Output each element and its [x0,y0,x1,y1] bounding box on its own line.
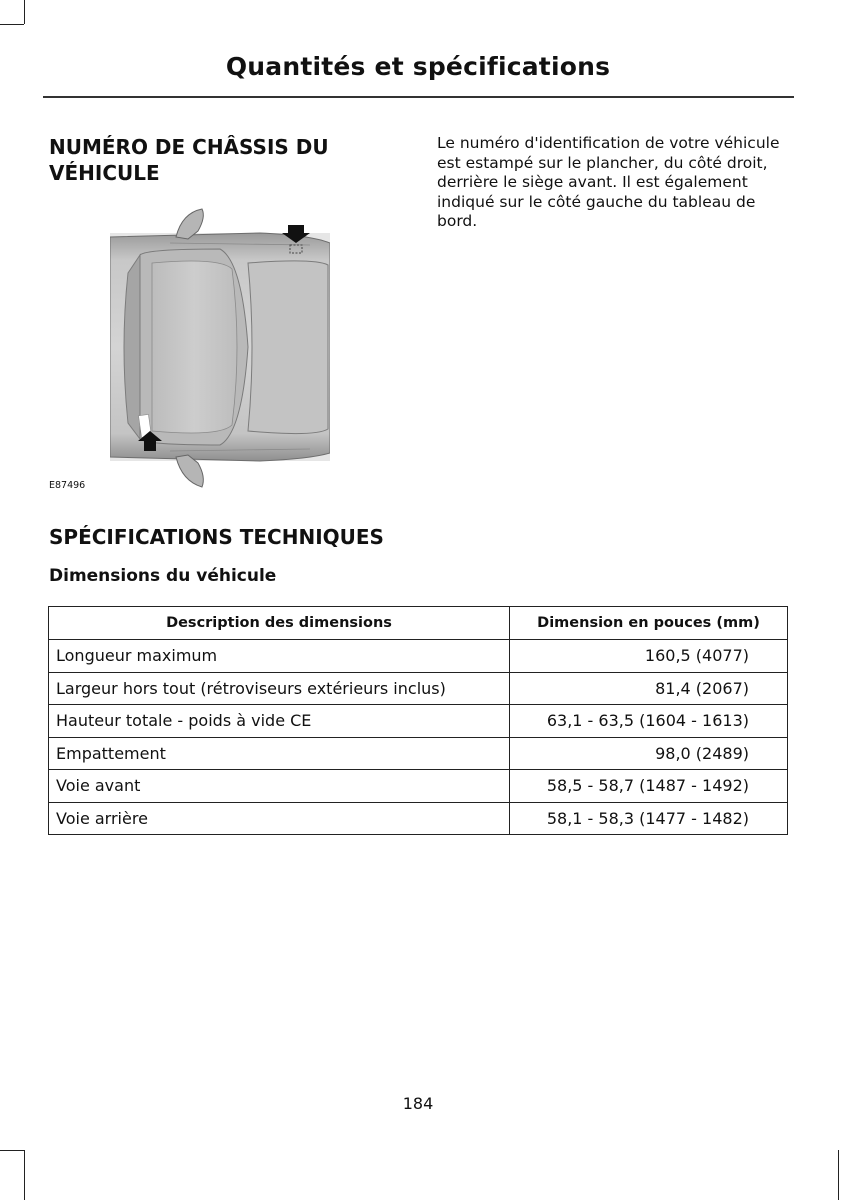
table-row [49,737,788,770]
table-cell-value: 81,4 (2067) [510,672,788,705]
table-cell-value: 63,1 - 63,5 (1604 - 1613) [510,705,788,738]
vin-description: Le numéro d'identification de votre véhicule est estampé sur le plancher, du côté droit, derrière le siège avant. Il est également indiqué sur le côté gauche du tableau de bord. [437,134,780,230]
crop-mark-top-left-vertical [24,0,25,24]
crop-mark-bottom-left-vertical [24,1150,25,1200]
table-cell-description: Empattement [49,737,510,770]
table-row [49,640,788,673]
vin-heading-line-2: VÉHICULE [49,161,160,185]
table-cell-value: 58,5 - 58,7 (1487 - 1492) [510,770,788,803]
table-cell-description: Voie arrière [49,802,510,835]
table-cell-description: Voie avant [49,770,510,803]
crop-mark-top-left-horizontal [0,24,24,25]
page-header-title: Quantités et spécifications [225,52,611,81]
vehicle-dimensions-subheading: Dimensions du véhicule [49,566,277,586]
crop-mark-bottom-left-horizontal [0,1150,24,1151]
vin-heading-line-1: NUMÉRO DE CHÂSSIS DU [49,135,329,159]
table-cell-description: Hauteur totale - poids à vide CE [49,705,510,738]
technical-specs-heading: SPÉCIFICATIONS TECHNIQUES [49,525,384,549]
table-header-row [49,607,788,640]
figure-code: E87496 [49,480,86,491]
table-cell-description: Largeur hors tout (rétroviseurs extérieurs inclus) [49,672,510,705]
vin-section-heading [49,134,329,186]
column-header-description: Description des dimensions [49,607,510,640]
vehicle-top-view-illustration [110,203,330,490]
header-divider [43,96,794,98]
crop-mark-bottom-right-vertical [838,1150,839,1200]
table-row [49,802,788,835]
table-row [49,672,788,705]
table-row [49,770,788,803]
table-cell-value: 58,1 - 58,3 (1477 - 1482) [510,802,788,835]
page-number: 184 [402,1094,434,1113]
table-row [49,705,788,738]
column-header-dimension: Dimension en pouces (mm) [510,607,788,640]
table-cell-value: 160,5 (4077) [510,640,788,673]
table-cell-description: Longueur maximum [49,640,510,673]
dimensions-table [48,606,788,835]
table-cell-value: 98,0 (2489) [510,737,788,770]
car-top-view-svg [110,203,330,490]
